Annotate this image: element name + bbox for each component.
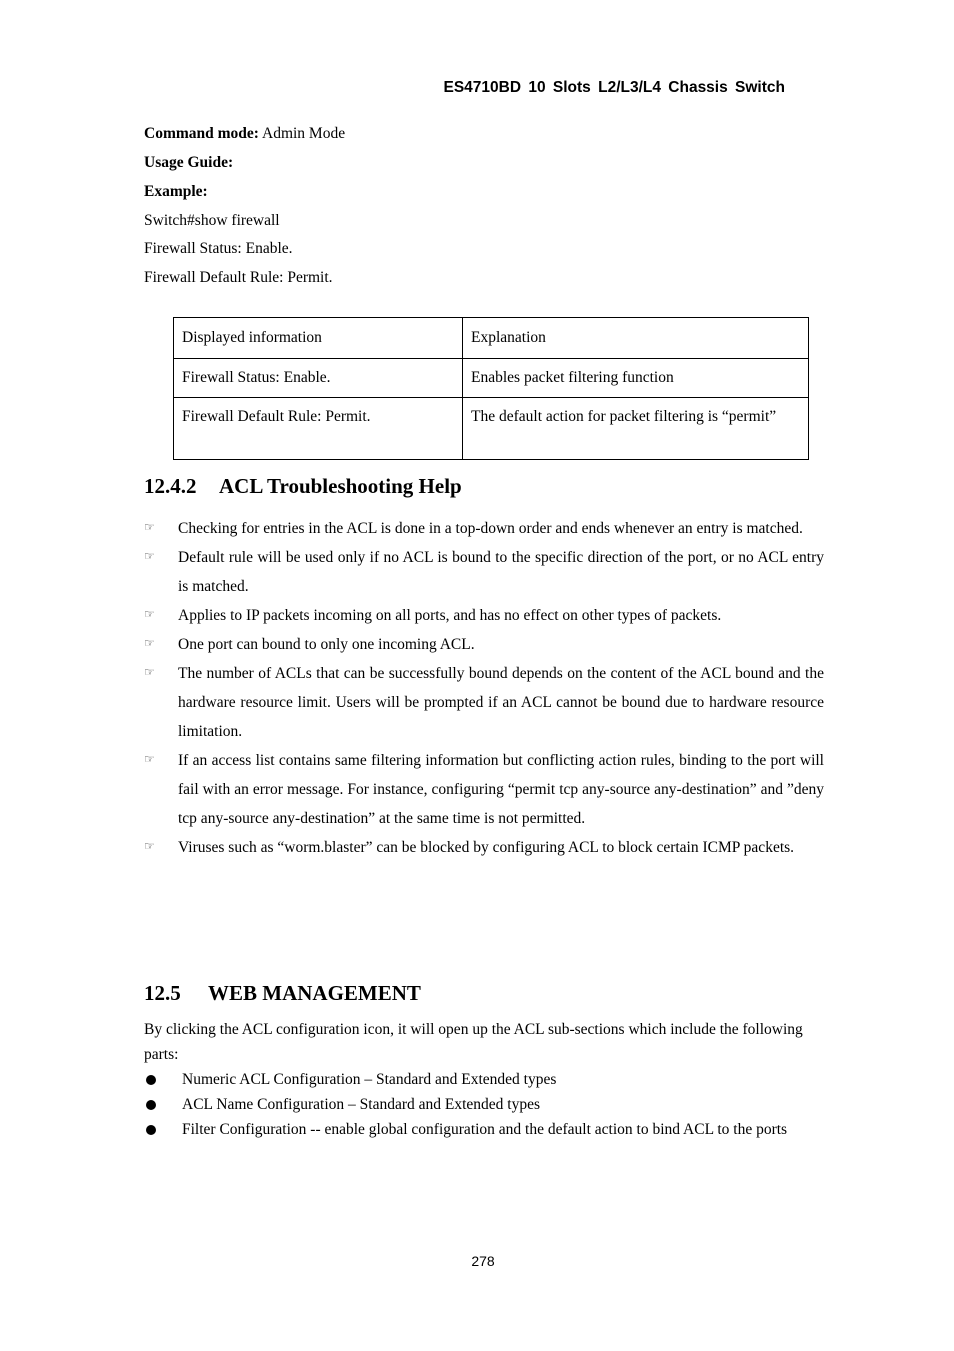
bullet-dot-icon: [146, 1100, 156, 1110]
section-title: WEB MANAGEMENT: [208, 981, 421, 1005]
command-mode-label: Command mode:: [144, 125, 259, 142]
troubleshooting-list: [144, 514, 824, 862]
table-cell: Enables packet filtering function: [463, 359, 809, 398]
example-line: Switch#show firewall: [144, 212, 280, 229]
section-heading-12-4-2: [144, 474, 462, 499]
pointing-hand-icon: ☞: [144, 752, 155, 766]
list-item: ☞ Applies to IP packets incoming on all ports, and has no effect on other types of packets.: [144, 601, 824, 630]
list-item: ☞ One port can bound to only one incoming ACL.: [144, 630, 824, 659]
list-item: ACL Name Configuration – Standard and Extended types: [144, 1092, 814, 1117]
table-header-row: [174, 318, 809, 359]
pointing-hand-icon: ☞: [144, 839, 155, 853]
bullet-dot-icon: [146, 1075, 156, 1085]
section-number: 12.4.2: [144, 474, 197, 498]
section-title: ACL Troubleshooting Help: [219, 474, 462, 498]
command-mode-line: [144, 125, 345, 143]
table-row: [174, 398, 809, 460]
list-item: ☞ The number of ACLs that can be successfully bound depends on the content of the ACL bound and the hardware resource limit. Users will be prompted if an ACL cannot be bound due to hardware resource limitation.: [144, 659, 824, 746]
bullet-dot-icon: [146, 1125, 156, 1135]
pointing-hand-icon: ☞: [144, 549, 155, 563]
list-item: ☞ Checking for entries in the ACL is done in a top-down order and ends whenever an entry is matched.: [144, 514, 824, 543]
pointing-hand-icon: ☞: [144, 520, 155, 534]
pointing-hand-icon: ☞: [144, 607, 155, 621]
table-cell: Firewall Default Rule: Permit.: [174, 398, 463, 460]
example-line: Firewall Status: Enable.: [144, 240, 293, 257]
example-label: Example:: [144, 183, 208, 200]
example-line: Firewall Default Rule: Permit.: [144, 269, 333, 286]
section-number: 12.5: [144, 981, 181, 1005]
usage-guide-label: Usage Guide:: [144, 154, 234, 171]
list-item: ☞ Default rule will be used only if no ACL is bound to the specific direction of the port, or no ACL entry is matched.: [144, 543, 824, 601]
list-item: Filter Configuration -- enable global configuration and the default action to bind ACL to the ports: [144, 1117, 814, 1142]
table-header-cell: Displayed information: [174, 318, 463, 359]
display-info-table: [173, 317, 809, 460]
web-management-list: [144, 1067, 814, 1142]
section-heading-12-5: [144, 981, 421, 1006]
pointing-hand-icon: ☞: [144, 665, 155, 679]
page-number: 278: [471, 1253, 495, 1269]
pointing-hand-icon: ☞: [144, 636, 155, 650]
table-cell: Firewall Status: Enable.: [174, 359, 463, 398]
table-cell: The default action for packet filtering is “permit”: [463, 398, 809, 460]
table-header-cell: Explanation: [463, 318, 809, 359]
list-item: ☞ If an access list contains same filtering information but conflicting action rules, binding to the port will fail with an error message. For instance, configuring “permit tcp any-source any-destination” and ”deny tcp any-source any-destination” at the same time is not permitted.: [144, 746, 824, 833]
running-header: ES4710BD 10 Slots L2/L3/L4 Chassis Switch: [443, 79, 785, 96]
web-management-intro: By clicking the ACL configuration icon, it will open up the ACL sub-sections which include the following parts:: [144, 1021, 803, 1063]
list-item: ☞ Viruses such as “worm.blaster” can be blocked by configuring ACL to block certain ICMP packets.: [144, 833, 824, 862]
table-row: [174, 359, 809, 398]
list-item: Numeric ACL Configuration – Standard and Extended types: [144, 1067, 814, 1092]
command-mode-value: Admin Mode: [262, 125, 346, 142]
